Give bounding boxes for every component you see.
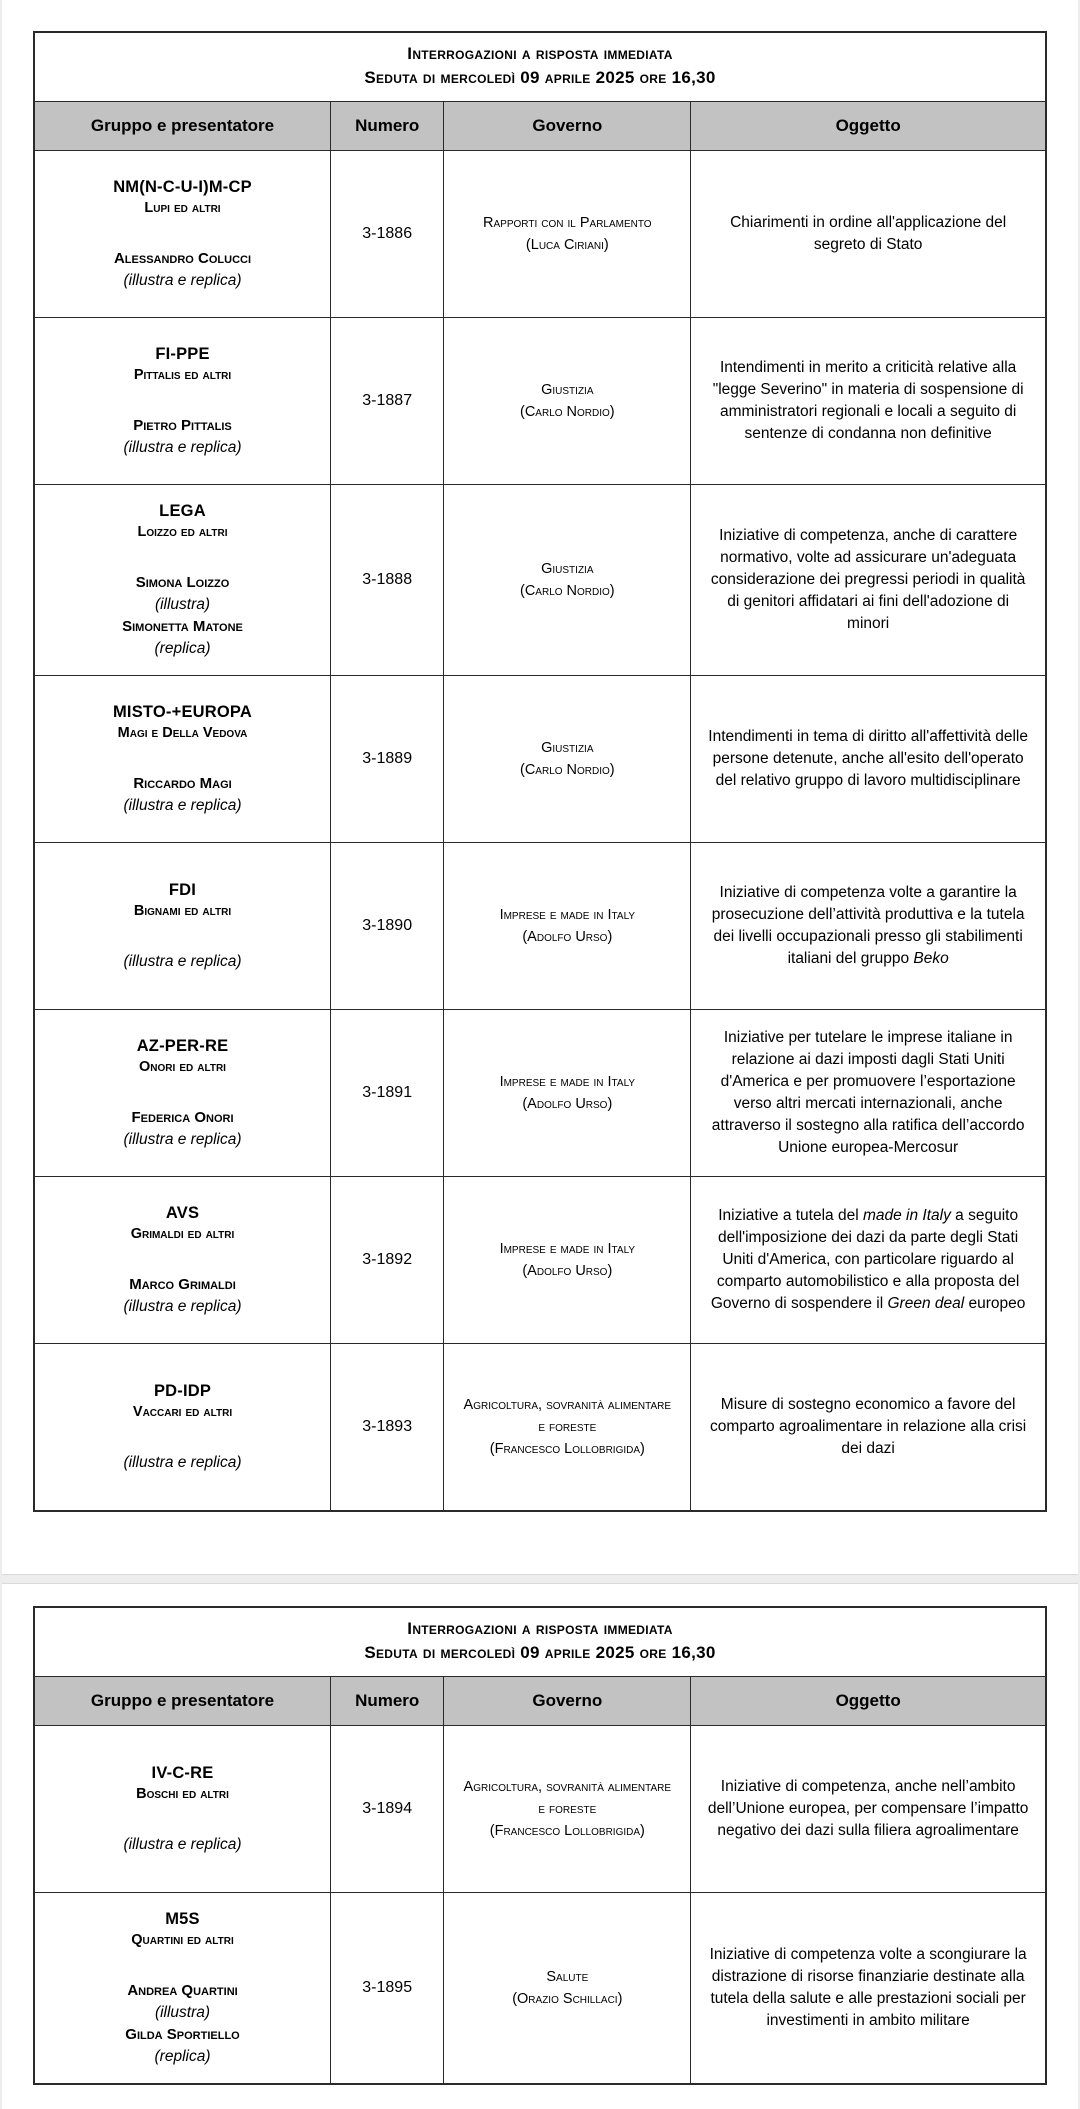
oggetto-cell [691,318,1046,485]
group-proponents: Grimaldi ed altri [130,1226,235,1242]
speaker-name: Riccardo Magi [133,775,232,792]
column-header-oggetto: Oggetto [691,102,1046,151]
governo-department: Giustizia [541,561,594,577]
group-wrap [36,1366,329,1488]
group-code: LEGA [159,502,206,520]
governo-department: Salute [546,1969,589,1985]
table-title-line1: Interrogazioni a risposta immediata [407,44,673,63]
governo-minister: (Adolfo Urso) [522,1263,613,1279]
governo-cell [444,485,691,676]
governo-minister: (Luca Ciriani) [525,237,609,253]
table-title [34,1607,1046,1677]
oggetto-text: Intendimenti in tema di diritto all'affettività delle persone detenute, anche all'esito dell'operato del relativo gruppo di lavoro multidisciplinare [708,728,1028,789]
speaker-note: (illustra) [154,596,211,613]
table-title-line2: Seduta di mercoledì 09 aprile 2025 ore 16,30 [364,68,716,87]
table-row [34,318,1046,485]
group-wrap [36,1188,329,1332]
governo-minister: (Carlo Nordio) [520,583,615,599]
oggetto-text: Intendimenti in merito a criticità relative alla "legge Severino" in materia di sospensione di amministratori regionali e locali a seguito di sentenze di condanna non definitive [712,359,1024,442]
numero-cell: 3-1888 [331,485,444,676]
numero-cell: 3-1894 [331,1726,444,1893]
oggetto-text: Iniziative di competenza volte a scongiurare la distrazione di risorse finanziarie destinate alla tutela della salute e alle prestazioni sociali per investimenti in ambito militare [709,1946,1027,2029]
governo-minister: (Francesco Lollobrigida) [489,1441,645,1457]
column-header-governo: Governo [444,1677,691,1726]
group-cell [34,1893,331,2085]
group-cell [34,485,331,676]
group-top [134,343,231,385]
table-row [34,843,1046,1010]
table-title-line2: Seduta di mercoledì 09 aprile 2025 ore 16,30 [364,1643,716,1662]
speaker-name: Simona Loizzo [135,574,230,591]
group-speakers [114,248,251,292]
speaker-note: (illustra) [154,2004,211,2021]
oggetto-text: Iniziative di competenza volte a garantire la prosecuzione dell’attività produttiva e la tutela dei livelli occupazionali presso gli stabilimenti italiani del gruppo [711,884,1025,967]
group-code: M5S [165,1910,200,1928]
table-row [34,676,1046,843]
speaker-name: Alessandro Colucci [113,250,252,267]
group-code: NM(N-C-U-I)M-CP [113,178,252,196]
governo-department: Rapporti con il Parlamento [483,215,652,231]
table-row [34,1010,1046,1177]
group-wrap [36,687,329,831]
governo-minister: (Carlo Nordio) [520,404,615,420]
group-cell [34,1344,331,1512]
governo-department: Imprese e made in Italy [499,1074,636,1090]
group-code: IV-C-RE [151,1764,214,1782]
group-top [131,1202,235,1244]
group-wrap [36,329,329,473]
governo-cell [444,1344,691,1512]
governo-minister: (Adolfo Urso) [522,1096,613,1112]
group-code: AVS [165,1204,200,1222]
interrogations-table [33,1606,1047,2085]
group-code: PD-IDP [153,1382,212,1400]
speaker-note: (illustra e replica) [123,1454,242,1471]
group-code: AZ-PER-RE [136,1037,229,1055]
interrogations-table-1 [33,31,1047,1512]
numero-cell: 3-1889 [331,676,444,843]
speaker-name: Federica Onori [131,1109,234,1126]
group-proponents: Loizzo ed altri [137,524,228,540]
oggetto-cell [691,1177,1046,1344]
group-proponents: Quartini ed altri [131,1932,234,1948]
speaker-note: (illustra e replica) [123,439,242,456]
speaker-name: Simonetta Matone [122,618,243,635]
speaker-note: (illustra e replica) [123,272,242,289]
group-speakers [124,415,242,459]
speaker-name: Andrea Quartini [127,1982,238,1999]
group-top [113,176,252,218]
governo-department: Giustizia [541,382,594,398]
group-top [137,500,227,542]
table-row [34,1177,1046,1344]
group-speakers [124,773,242,817]
speaker-note: (replica) [154,640,211,657]
speaker-note: (illustra e replica) [123,797,242,814]
oggetto-text: Iniziative a tutela del [718,1207,863,1224]
oggetto-text: Misure di sostegno economico a favore del comparto agroalimentare in relazione alla crisi dei dazi [710,1396,1027,1457]
speaker-note: (illustra e replica) [123,1131,242,1148]
interrogations-table-2 [33,1606,1047,2085]
page-separator [2,1574,1078,1584]
governo-cell [444,151,691,318]
table-title [34,32,1046,102]
governo-minister: (Carlo Nordio) [520,762,615,778]
group-speakers [124,1452,242,1474]
table-body [34,1726,1046,2085]
group-top [134,879,231,921]
group-cell [34,676,331,843]
governo-cell [444,676,691,843]
group-proponents: Lupi ed altri [144,200,221,216]
oggetto-cell [691,1010,1046,1177]
table-title-line1: Interrogazioni a risposta immediata [407,1619,673,1638]
speaker-note: (illustra e replica) [123,953,242,970]
oggetto-cell [691,485,1046,676]
group-proponents: Magi e Della Vedova [117,725,248,741]
numero-cell: 3-1895 [331,1893,444,2085]
oggetto-cell [691,1726,1046,1893]
governo-department: Agricoltura, sovranità alimentare e foreste [463,1779,672,1817]
interrogations-table [33,31,1047,1512]
governo-cell [444,1177,691,1344]
governo-cell [444,1726,691,1893]
group-cell [34,151,331,318]
group-top [136,1762,229,1804]
numero-cell: 3-1887 [331,318,444,485]
group-top [133,1380,232,1422]
table-row [34,1726,1046,1893]
oggetto-text: Iniziative per tutelare le imprese italiane in relazione ai dazi imposti dagli Stati Uniti d'America e per promuovere l’esportazione verso altri mercati internazionali, anche attraverso il sostegno alla ratifica dell’accordo Unione europea-Mercosur [711,1029,1025,1156]
oggetto-text: Chiarimenti in ordine all'applicazione del segreto di Stato [730,214,1007,253]
group-top [113,701,252,743]
group-code: FI-PPE [155,345,210,363]
group-speakers [124,1274,242,1318]
group-proponents: Pittalis ed altri [133,367,232,383]
group-speakers [124,1834,242,1856]
group-wrap [36,162,329,306]
group-proponents: Bignami ed altri [133,903,232,919]
speaker-note: (replica) [154,2048,211,2065]
group-proponents: Vaccari ed altri [132,1404,233,1420]
oggetto-text: Iniziative di competenza, anche di carattere normativo, volte ad assicurare un'adeguata considerazione dei pregressi periodi in qualità di genitori affidatari ai fini dell'adozione di minori [710,527,1026,632]
group-wrap [36,1021,329,1165]
group-wrap [36,1748,329,1870]
group-code: MISTO-+EUROPA [112,703,253,721]
speaker-name: Pietro Pittalis [133,417,232,434]
group-speakers [122,572,243,660]
oggetto-cell [691,1344,1046,1512]
group-cell [34,843,331,1010]
numero-cell: 3-1886 [331,151,444,318]
governo-minister: (Francesco Lollobrigida) [489,1823,645,1839]
group-code: FDI [168,881,197,899]
governo-department: Giustizia [541,740,594,756]
oggetto-text: a seguito dell'imposizione dei dazi da parte degli Stati Uniti d'America, con particolare riguardo al comparto automobilistico e alla proposta del Governo di sospendere il [710,1207,1020,1312]
governo-department: Imprese e made in Italy [499,1241,636,1257]
group-cell [34,1010,331,1177]
group-proponents: Boschi ed altri [136,1786,229,1802]
table-body [34,151,1046,1512]
oggetto-cell [691,676,1046,843]
table-row [34,1893,1046,2085]
group-speakers [125,1980,239,2068]
column-header-governo: Governo [444,102,691,151]
oggetto-text-italic: made in Italy [862,1207,951,1224]
speaker-name: Marco Grimaldi [129,1276,236,1293]
oggetto-text-italic: Green deal [887,1295,965,1312]
column-header-oggetto: Oggetto [691,1677,1046,1726]
group-cell [34,1177,331,1344]
table-row [34,151,1046,318]
oggetto-text: Iniziative di competenza, anche nell’ambito dell’Unione europea, per compensare l’impatto negativo dei dazi sulla filiera agroalimentare [707,1778,1029,1839]
speaker-name: Gilda Sportiello [125,2026,240,2043]
oggetto-cell [691,843,1046,1010]
column-header-numero: Numero [331,1677,444,1726]
group-wrap [36,486,329,674]
column-header-numero: Numero [331,102,444,151]
numero-cell: 3-1893 [331,1344,444,1512]
governo-cell [444,1010,691,1177]
governo-department: Imprese e made in Italy [499,907,636,923]
group-proponents: Onori ed altri [139,1059,226,1075]
governo-cell [444,1893,691,2085]
group-wrap [36,865,329,987]
speaker-note: (illustra e replica) [123,1836,242,1853]
numero-cell: 3-1891 [331,1010,444,1177]
column-header-gruppo: Gruppo e presentatore [34,102,331,151]
group-top [137,1035,229,1077]
oggetto-cell [691,1893,1046,2085]
numero-cell: 3-1892 [331,1177,444,1344]
oggetto-cell [691,151,1046,318]
numero-cell: 3-1890 [331,843,444,1010]
table-row [34,485,1046,676]
governo-minister: (Orazio Schillaci) [512,1991,623,2007]
group-speakers [124,951,242,973]
group-cell [34,1726,331,1893]
group-wrap [36,1894,329,2082]
group-top [131,1908,233,1950]
group-cell [34,318,331,485]
oggetto-text-italic: Beko [913,950,949,967]
speaker-note: (illustra e replica) [123,1298,242,1315]
governo-cell [444,843,691,1010]
governo-department: Agricoltura, sovranità alimentare e foreste [463,1397,672,1435]
governo-minister: (Adolfo Urso) [522,929,613,945]
table-row [34,1344,1046,1512]
oggetto-text: europeo [964,1295,1026,1312]
column-header-gruppo: Gruppo e presentatore [34,1677,331,1726]
governo-cell [444,318,691,485]
group-speakers [124,1107,242,1151]
